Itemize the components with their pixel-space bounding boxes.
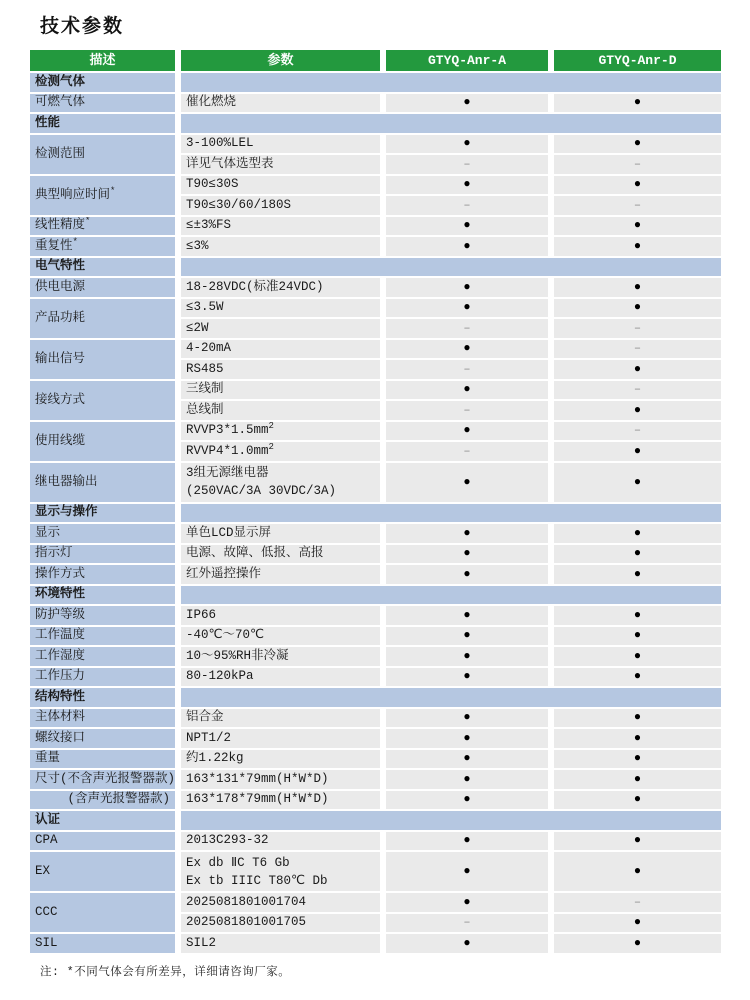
spec-table-body — [30, 73, 721, 955]
row-label-text: 尺寸(不含声光报警器款) — [35, 771, 176, 786]
param-cell — [181, 627, 386, 648]
marker-model-a: ● — [386, 770, 554, 791]
param-text: 三线制 — [186, 382, 224, 397]
row-label-text: 产品功耗 — [35, 310, 86, 325]
table-row — [30, 606, 721, 627]
row-label-text: 螺纹接口 — [35, 730, 86, 745]
param-text: ≤3% — [186, 238, 209, 253]
marker-model-d: ● — [554, 94, 721, 115]
param-text: 红外遥控操作 — [186, 566, 262, 581]
param-superscript: 2 — [268, 421, 274, 432]
row-label — [30, 832, 181, 853]
param-text: 163*178*79mm(H*W*D) — [186, 792, 329, 807]
marker-model-a: ● — [386, 545, 554, 566]
marker-model-d: ● — [554, 647, 721, 668]
param-cell — [181, 463, 386, 504]
row-label — [30, 729, 181, 750]
marker-model-a: – — [386, 196, 554, 217]
marker-model-a: ● — [386, 627, 554, 648]
row-label-text: 工作湿度 — [35, 648, 86, 663]
col-header-parameter: 参数 — [181, 50, 386, 73]
marker-model-a: ● — [386, 381, 554, 402]
marker-model-d: ● — [554, 709, 721, 730]
param-superscript: 2 — [268, 442, 274, 452]
param-cell — [181, 770, 386, 791]
marker-model-d: ● — [554, 565, 721, 586]
row-label — [30, 278, 181, 299]
marker-model-a: – — [386, 914, 554, 935]
param-cell — [181, 852, 386, 893]
marker-model-a: ● — [386, 94, 554, 115]
row-label-text: 工作温度 — [35, 628, 86, 643]
param-line: (250VAC/3A 30VDC/3A) — [186, 484, 337, 498]
marker-model-d: ● — [554, 135, 721, 156]
row-label-text: 线性精度 — [35, 218, 86, 233]
marker-model-a: – — [386, 155, 554, 176]
marker-model-d: – — [554, 893, 721, 914]
param-cell — [181, 934, 386, 955]
param-text: 10～95%RH非冷凝 — [186, 648, 289, 663]
section-title: 检测气体 — [30, 73, 181, 94]
param-cell — [181, 278, 386, 299]
param-text: ≤3.5W — [186, 300, 224, 315]
row-label-text: 检测范围 — [35, 146, 86, 161]
param-cell — [181, 155, 386, 176]
marker-model-a: ● — [386, 135, 554, 156]
row-label — [30, 463, 181, 504]
marker-model-d: ● — [554, 627, 721, 648]
param-cell — [181, 565, 386, 586]
row-label-text: 使用线缆 — [35, 433, 86, 448]
param-cell — [181, 914, 386, 935]
table-row — [30, 627, 721, 648]
marker-model-d: ● — [554, 606, 721, 627]
table-row — [30, 545, 721, 566]
param-cell — [181, 381, 386, 402]
marker-model-a: ● — [386, 463, 554, 504]
param-cell — [181, 319, 386, 340]
param-text: ≤2W — [186, 320, 209, 335]
table-row — [30, 135, 721, 156]
table-row — [30, 934, 721, 955]
param-text: 80-120kPa — [186, 669, 254, 684]
marker-model-a: ● — [386, 647, 554, 668]
marker-model-d: ● — [554, 791, 721, 812]
param-cell — [181, 135, 386, 156]
section-title: 结构特性 — [30, 688, 181, 709]
row-label — [30, 750, 181, 771]
section-row — [30, 586, 721, 607]
param-text: 详见气体选型表 — [186, 156, 274, 171]
row-label — [30, 934, 181, 955]
param-cell — [181, 237, 386, 258]
param-cell — [181, 893, 386, 914]
marker-model-d: ● — [554, 545, 721, 566]
marker-model-a: ● — [386, 237, 554, 258]
table-row — [30, 770, 721, 791]
param-text: NPT1/2 — [186, 730, 232, 745]
section-title: 认证 — [30, 811, 181, 832]
marker-model-a: ● — [386, 934, 554, 955]
row-label-text: 典型响应时间 — [35, 187, 111, 202]
section-fill — [181, 688, 721, 709]
table-row — [30, 422, 721, 443]
row-label — [30, 422, 181, 463]
table-row — [30, 237, 721, 258]
spec-table — [30, 50, 721, 955]
marker-model-a: ● — [386, 750, 554, 771]
row-label — [30, 299, 181, 340]
marker-model-a: ● — [386, 565, 554, 586]
param-line: Ex tb IIIC T80℃ Db — [186, 873, 328, 888]
row-label-superscript: * — [85, 216, 91, 227]
section-fill — [181, 73, 721, 94]
param-text: IP66 — [186, 607, 217, 622]
marker-model-d: – — [554, 381, 721, 402]
marker-model-a: – — [386, 319, 554, 340]
marker-model-a: ● — [386, 422, 554, 443]
param-text: T90≤30S — [186, 177, 239, 192]
marker-model-a: ● — [386, 729, 554, 750]
table-row — [30, 278, 721, 299]
section-title: 环境特性 — [30, 586, 181, 607]
param-text: 铝合金 — [186, 710, 224, 725]
param-cell — [181, 401, 386, 422]
marker-model-d: ● — [554, 360, 721, 381]
param-cell — [181, 422, 386, 443]
marker-model-d: ● — [554, 442, 721, 463]
row-label — [30, 176, 181, 217]
marker-model-d: – — [554, 340, 721, 361]
row-label-text: 指示灯 — [35, 546, 73, 561]
param-text: ≤±3%FS — [186, 218, 232, 233]
param-line: 3组无源继电器 — [186, 466, 269, 480]
param-text: -40℃～70℃ — [186, 628, 265, 643]
row-label — [30, 606, 181, 627]
marker-model-a: ● — [386, 340, 554, 361]
marker-model-d: ● — [554, 278, 721, 299]
marker-model-d: – — [554, 319, 721, 340]
param-cell — [181, 791, 386, 812]
table-row — [30, 463, 721, 504]
row-label-text: (含声光报警器款) — [67, 792, 170, 807]
marker-model-d: ● — [554, 934, 721, 955]
marker-model-a: ● — [386, 278, 554, 299]
marker-model-a: – — [386, 442, 554, 463]
row-label-superscript: * — [72, 237, 78, 247]
table-row — [30, 668, 721, 689]
row-label — [30, 565, 181, 586]
section-title: 显示与操作 — [30, 504, 181, 525]
row-label — [30, 791, 181, 812]
param-cell — [181, 750, 386, 771]
table-row — [30, 893, 721, 914]
row-label-text: 接线方式 — [35, 392, 86, 407]
marker-model-a: ● — [386, 709, 554, 730]
marker-model-d: ● — [554, 668, 721, 689]
row-label-text: EX — [35, 864, 51, 878]
section-title: 性能 — [30, 114, 181, 135]
table-row — [30, 94, 721, 115]
row-label — [30, 135, 181, 176]
row-label — [30, 893, 181, 934]
param-cell — [181, 709, 386, 730]
table-row — [30, 524, 721, 545]
param-text: 4-20mA — [186, 341, 232, 356]
marker-model-a: ● — [386, 832, 554, 853]
marker-model-a: ● — [386, 668, 554, 689]
param-cell — [181, 442, 386, 463]
param-text: 电源、故障、低报、高报 — [186, 546, 324, 561]
marker-model-d: ● — [554, 729, 721, 750]
row-label-text: SIL — [35, 935, 58, 950]
param-text: 2025081801001705 — [186, 915, 307, 930]
row-label-text: 防护等级 — [35, 607, 86, 622]
col-header-model-a: GTYQ-Anr-A — [386, 50, 554, 73]
marker-model-d: – — [554, 422, 721, 443]
row-label-text: 继电器输出 — [35, 474, 98, 489]
row-label — [30, 647, 181, 668]
param-cell — [181, 647, 386, 668]
row-label-text: 输出信号 — [35, 351, 86, 366]
param-cell — [181, 176, 386, 197]
marker-model-d: ● — [554, 217, 721, 238]
row-label — [30, 237, 181, 258]
row-label — [30, 381, 181, 422]
table-row — [30, 791, 721, 812]
marker-model-d: ● — [554, 750, 721, 771]
marker-model-a: ● — [386, 524, 554, 545]
table-row — [30, 565, 721, 586]
section-row — [30, 258, 721, 279]
param-cell — [181, 340, 386, 361]
section-row — [30, 114, 721, 135]
marker-model-d: ● — [554, 852, 721, 893]
param-text: SIL2 — [186, 935, 217, 950]
table-row — [30, 217, 721, 238]
param-cell — [181, 196, 386, 217]
table-row — [30, 340, 721, 361]
param-text: 总线制 — [186, 402, 224, 417]
row-label-text: 工作压力 — [35, 669, 86, 684]
param-cell — [181, 545, 386, 566]
table-row — [30, 381, 721, 402]
marker-model-d: ● — [554, 524, 721, 545]
table-row — [30, 709, 721, 730]
param-text: 2013C293-32 — [186, 833, 269, 848]
marker-model-d: ● — [554, 463, 721, 504]
marker-model-a: ● — [386, 176, 554, 197]
marker-model-a: ● — [386, 791, 554, 812]
section-fill — [181, 586, 721, 607]
param-text: 2025081801001704 — [186, 894, 307, 909]
param-cell — [181, 94, 386, 115]
col-header-description: 描述 — [30, 50, 181, 73]
table-row — [30, 750, 721, 771]
param-cell — [181, 606, 386, 627]
param-text: 约1.22kg — [186, 751, 244, 766]
param-cell — [181, 217, 386, 238]
row-label-text: 可燃气体 — [35, 95, 86, 110]
col-header-model-d: GTYQ-Anr-D — [554, 50, 721, 73]
marker-model-d: ● — [554, 832, 721, 853]
marker-model-a: – — [386, 360, 554, 381]
row-label-text: 重复性 — [35, 238, 73, 253]
param-cell — [181, 524, 386, 545]
row-label-text: 供电电源 — [35, 279, 86, 294]
param-text: 163*131*79mm(H*W*D) — [186, 771, 329, 786]
param-text: 3-100%LEL — [186, 136, 254, 151]
footnote: 注: *不同气体会有所差异，详细请咨询厂家。 — [40, 965, 291, 979]
param-line: Ex db ⅡC T6 Gb — [186, 855, 290, 870]
marker-model-a: ● — [386, 893, 554, 914]
param-text: T90≤30/60/180S — [186, 197, 292, 212]
row-label — [30, 340, 181, 381]
table-row — [30, 852, 721, 893]
marker-model-a: ● — [386, 217, 554, 238]
marker-model-d: ● — [554, 914, 721, 935]
row-label-text: 操作方式 — [35, 566, 86, 581]
table-row — [30, 832, 721, 853]
param-cell — [181, 729, 386, 750]
row-label — [30, 545, 181, 566]
row-label — [30, 627, 181, 648]
section-row — [30, 688, 721, 709]
table-row — [30, 176, 721, 197]
page — [0, 11, 750, 1000]
row-label-superscript: * — [110, 185, 116, 196]
row-label — [30, 770, 181, 791]
table-row — [30, 729, 721, 750]
section-row — [30, 73, 721, 94]
marker-model-a: ● — [386, 606, 554, 627]
param-text: RVVP4*1.0mm — [186, 443, 269, 458]
marker-model-d: ● — [554, 237, 721, 258]
section-fill — [181, 811, 721, 832]
row-label — [30, 217, 181, 238]
row-label — [30, 524, 181, 545]
section-fill — [181, 504, 721, 525]
marker-model-d: ● — [554, 401, 721, 422]
marker-model-d: ● — [554, 299, 721, 320]
param-text: RS485 — [186, 361, 224, 376]
page-title: 技术参数 — [40, 15, 125, 37]
table-row — [30, 299, 721, 320]
marker-model-d: ● — [554, 770, 721, 791]
row-label-text: CPA — [35, 833, 58, 848]
param-text: RVVP3*1.5mm — [186, 423, 269, 438]
marker-model-d: ● — [554, 176, 721, 197]
marker-model-a: ● — [386, 299, 554, 320]
row-label-text: 重量 — [35, 751, 61, 766]
param-text: 单色LCD显示屏 — [186, 525, 272, 540]
row-label-text: 主体材料 — [35, 710, 86, 725]
row-label — [30, 94, 181, 115]
table-row — [30, 647, 721, 668]
row-label — [30, 852, 181, 893]
row-label — [30, 668, 181, 689]
param-text: 催化燃烧 — [186, 95, 237, 110]
section-row — [30, 504, 721, 525]
param-text: 18-28VDC(标准24VDC) — [186, 279, 324, 294]
row-label-text: 显示 — [35, 525, 61, 540]
row-label — [30, 709, 181, 730]
marker-model-d: – — [554, 196, 721, 217]
marker-model-a: – — [386, 401, 554, 422]
section-row — [30, 811, 721, 832]
section-title: 电气特性 — [30, 258, 181, 279]
table-header-row — [30, 50, 721, 73]
section-fill — [181, 258, 721, 279]
param-cell — [181, 668, 386, 689]
section-fill — [181, 114, 721, 135]
row-label-text: CCC — [35, 905, 58, 919]
param-cell — [181, 299, 386, 320]
marker-model-a: ● — [386, 852, 554, 893]
param-cell — [181, 360, 386, 381]
marker-model-d: – — [554, 155, 721, 176]
param-cell — [181, 832, 386, 853]
